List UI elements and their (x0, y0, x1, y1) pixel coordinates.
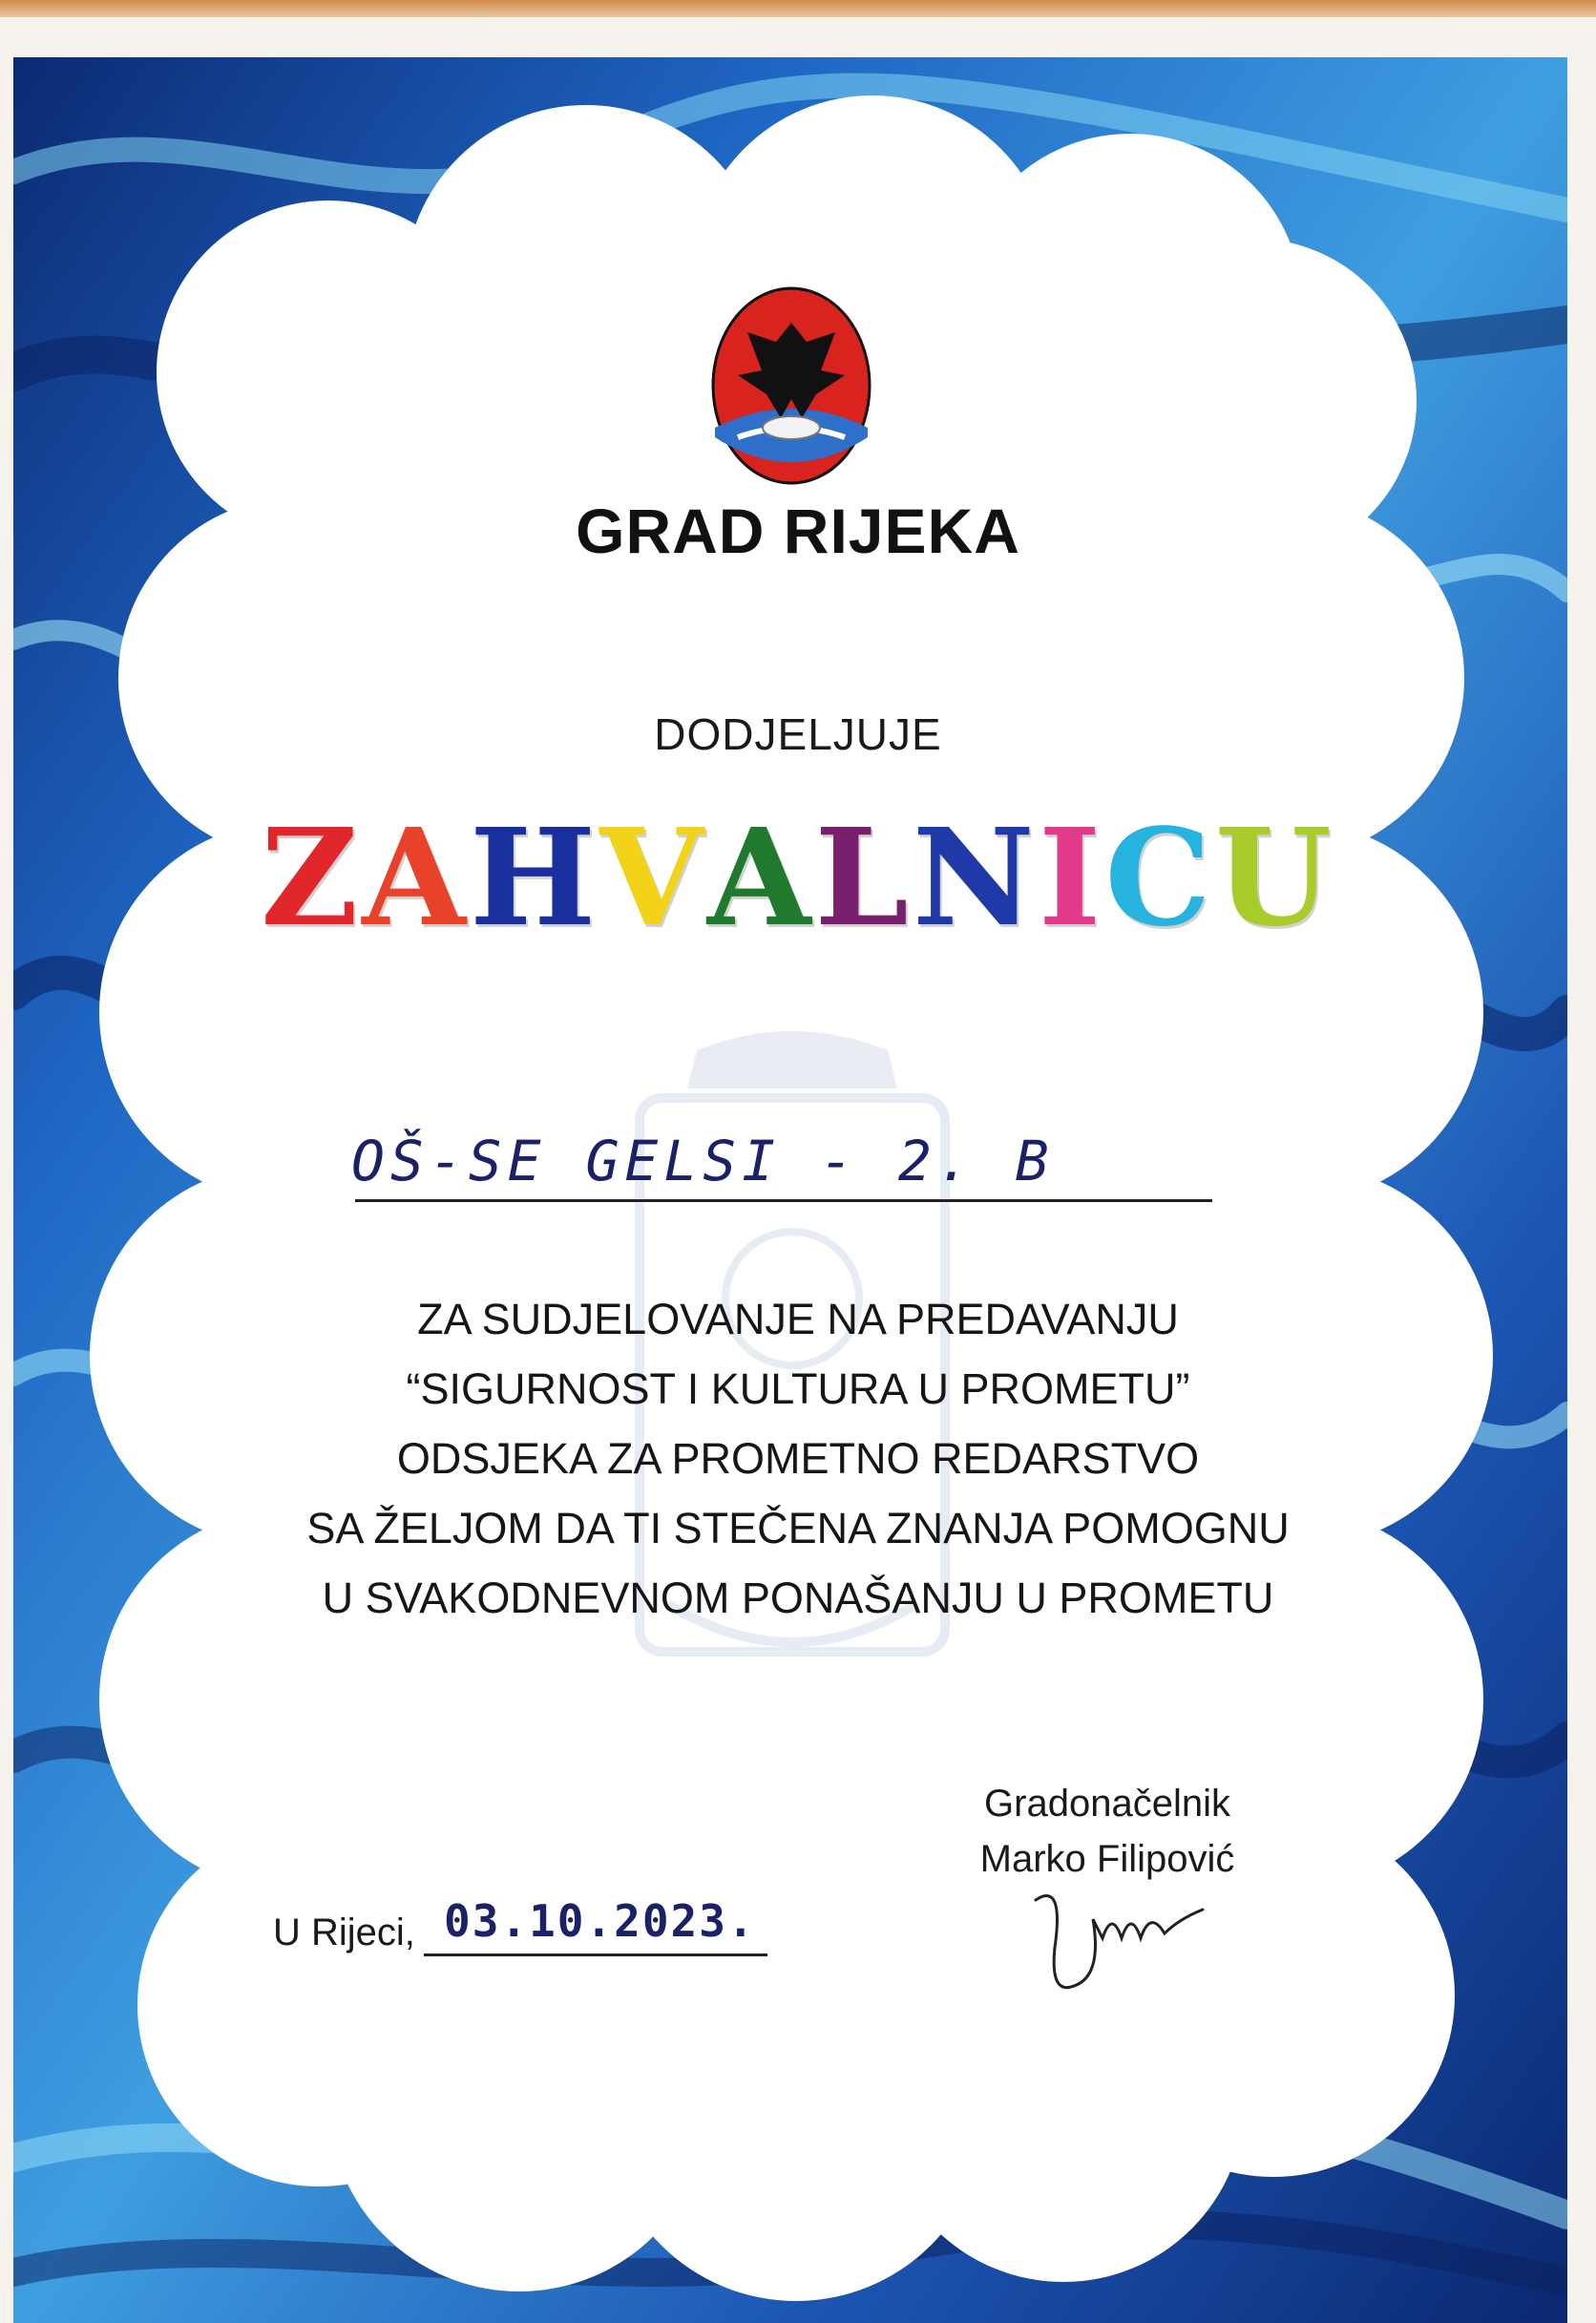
award-verb: DODJELJUJE (654, 709, 942, 759)
issue-date: 03.10.2023. (444, 1895, 756, 1947)
award-title (0, 800, 1596, 957)
reason-line: “SIGURNOST I KULTURA U PROMETU” (406, 1364, 1190, 1413)
recipient-underline (355, 1199, 1212, 1202)
place-label: U Rijeci, (273, 1911, 415, 1953)
recipient-name: OŠ-SE GELSI - 2. B (351, 1129, 1055, 1193)
city-name: GRAD RIJEKA (576, 496, 1020, 566)
reason-line: ODSJEKA ZA PROMETNO REDARSTVO (396, 1434, 1200, 1483)
award-title-letter: A (706, 800, 815, 957)
award-title-letter: C (1104, 800, 1215, 957)
award-title-letter: V (599, 800, 707, 957)
signature-mark (998, 1843, 1227, 2005)
city-coat-of-arms-icon (709, 285, 873, 487)
award-title-letter: N (912, 800, 1039, 957)
award-title-letter: H (469, 800, 600, 957)
award-title-letter: U (1214, 800, 1335, 957)
reason-line: U SVAKODNEVNOM PONAŠANJU U PROMETU (322, 1573, 1274, 1622)
mayor-title: Gradonačelnik (984, 1783, 1230, 1825)
paper-top-edge (0, 0, 1596, 17)
reason-line: SA ŽELJOM DA TI STEČENA ZNANJA POMOGNU (306, 1504, 1290, 1552)
award-title-letter: I (1038, 800, 1105, 957)
award-title-letter: Z (261, 800, 363, 957)
date-underline (424, 1953, 767, 1956)
mayor-name: Marko Filipović (979, 1838, 1235, 1880)
award-title-letter: L (814, 800, 913, 957)
award-reason (0, 1284, 1596, 1633)
reason-line: ZA SUDJELOVANJE NA PREDAVANJU (417, 1295, 1179, 1343)
award-title-letter: A (362, 800, 470, 957)
